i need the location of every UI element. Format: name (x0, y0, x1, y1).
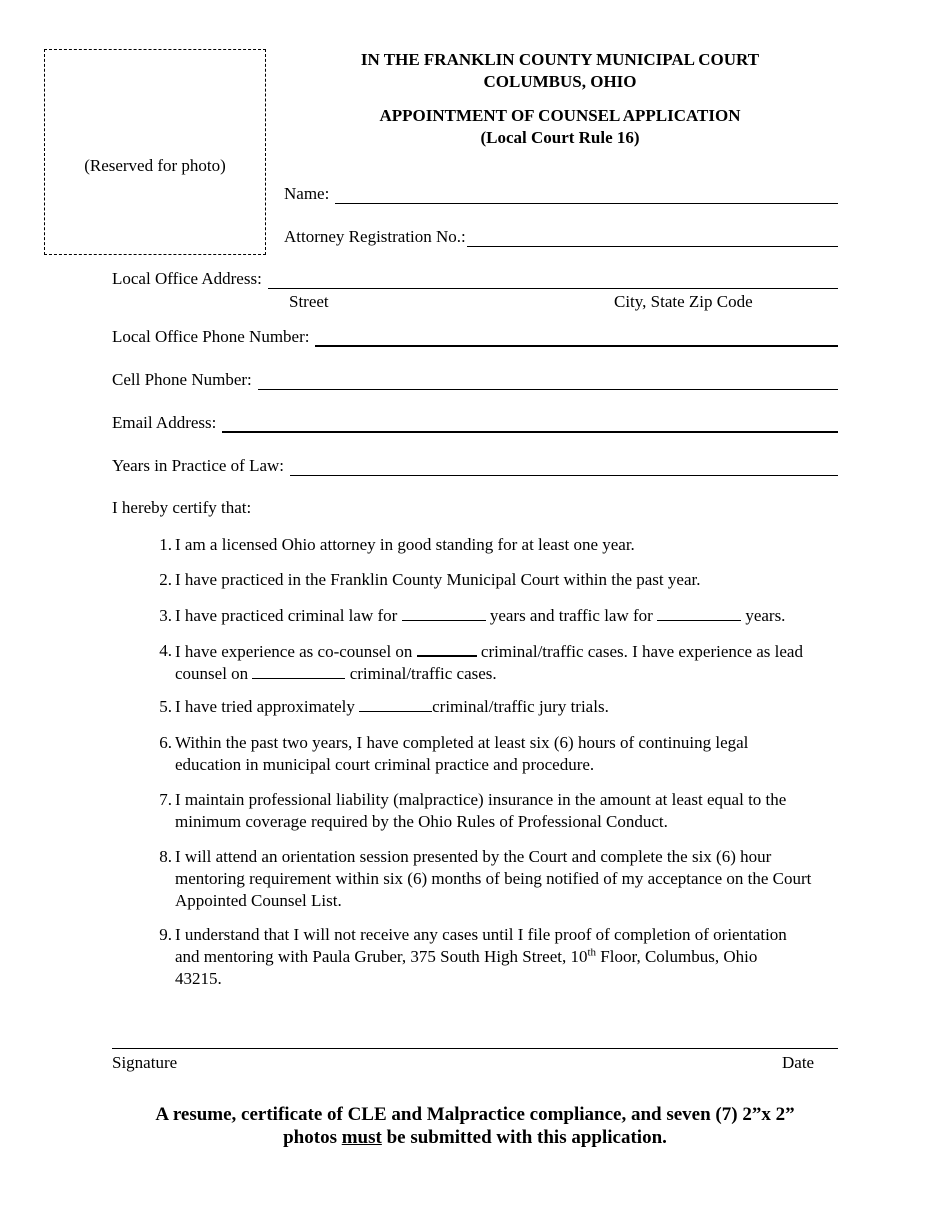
name-input-line[interactable] (335, 187, 838, 204)
notice-line-2: photos must be submitted with this application. (283, 1127, 667, 1148)
address-row (112, 269, 838, 289)
item-text: I understand that I will not receive any cases until I file proof of completion of orientation and mentoring with Paula Gruber, 375 South High Street, 10th Floor, Columbus, Ohio 43215. (175, 925, 787, 988)
list-item (150, 732, 810, 776)
item-text: I maintain professional liability (malpractice) insurance in the amount at least equal to the minimum coverage required by the Ohio Rules of Professional Conduct. (175, 790, 787, 831)
registration-row (284, 227, 838, 247)
photo-placeholder (44, 49, 266, 255)
years-label: Years in Practice of Law: (112, 456, 285, 475)
list-item (150, 605, 850, 627)
form-title: APPOINTMENT OF COUNSEL APPLICATION (379, 106, 741, 125)
phone-label: Local Office Phone Number: (112, 327, 310, 346)
photo-label: (Reserved for photo) (84, 156, 226, 175)
jury-trials-blank[interactable] (359, 696, 432, 712)
cell-row (112, 370, 838, 390)
address-label: Local Office Address: (112, 269, 262, 288)
email-row (112, 413, 838, 433)
signature-label: Signature (112, 1053, 178, 1072)
signature-line[interactable] (112, 1048, 838, 1049)
item-number: 8. (159, 847, 172, 866)
phone-row (112, 327, 838, 347)
name-label: Name: (284, 184, 330, 203)
item-text: I will attend an orientation session presented by the Court and complete the six (6) hour mentoring requirement within six (6) months of being notified of my acceptance on the Court Appointed Counsel List. (175, 847, 812, 910)
years-input-line[interactable] (290, 459, 838, 476)
address-city-caption: City, State Zip Code (614, 292, 753, 311)
email-label: Email Address: (112, 413, 217, 432)
registration-label: Attorney Registration No.: (284, 227, 466, 246)
item-number: 1. (159, 535, 172, 554)
registration-input-line[interactable] (467, 230, 838, 247)
submission-notice (100, 1103, 850, 1149)
phone-input-line[interactable] (315, 329, 838, 347)
item-number: 2. (159, 570, 172, 589)
item-text: I have practiced in the Franklin County Municipal Court within the past year. (175, 570, 701, 589)
court-name: IN THE FRANKLIN COUNTY MUNICIPAL COURT (360, 50, 760, 69)
years-row (112, 456, 838, 476)
list-item (150, 569, 840, 591)
co-counsel-blank[interactable] (417, 640, 477, 657)
item-number: 3. (159, 606, 172, 625)
name-row (284, 184, 838, 204)
form-rule: (Local Court Rule 16) (480, 128, 640, 147)
address-street-caption: Street (289, 292, 329, 311)
certify-intro: I hereby certify that: (112, 498, 252, 517)
item-number: 4. (159, 641, 172, 660)
list-item (150, 924, 790, 990)
list-item (150, 846, 840, 912)
item-number: 6. (159, 733, 172, 752)
list-item (150, 534, 840, 556)
criminal-years-blank[interactable] (402, 605, 486, 621)
list-item (150, 789, 822, 833)
cell-input-line[interactable] (258, 373, 838, 390)
list-item (150, 696, 840, 718)
list-item (150, 640, 840, 685)
address-input-line[interactable] (268, 272, 838, 289)
item-text: I am a licensed Ohio attorney in good standing for at least one year. (175, 535, 635, 554)
cell-label: Cell Phone Number: (112, 370, 252, 389)
item-number: 7. (159, 790, 172, 809)
item-text: Within the past two years, I have completed at least six (6) hours of continuing legal education in municipal court criminal practice and procedure. (175, 733, 749, 774)
item-text: I have experience as co-counsel on criminal/traffic cases. I have experience as lead counsel on criminal/traffic cases. (175, 642, 803, 683)
date-label: Date (782, 1053, 815, 1072)
traffic-years-blank[interactable] (657, 605, 741, 621)
item-text: I have tried approximately criminal/traffic jury trials. (175, 697, 609, 716)
item-number: 9. (159, 925, 172, 944)
item-number: 5. (159, 697, 172, 716)
lead-counsel-blank[interactable] (252, 663, 345, 679)
notice-line-1: A resume, certificate of CLE and Malpractice compliance, and seven (7) 2”x 2” (155, 1104, 795, 1125)
item-text: I have practiced criminal law for years and traffic law for years. (175, 606, 786, 625)
email-input-line[interactable] (222, 415, 838, 433)
court-city: COLUMBUS, OHIO (483, 72, 637, 91)
must-emphasis: must (341, 1127, 382, 1148)
